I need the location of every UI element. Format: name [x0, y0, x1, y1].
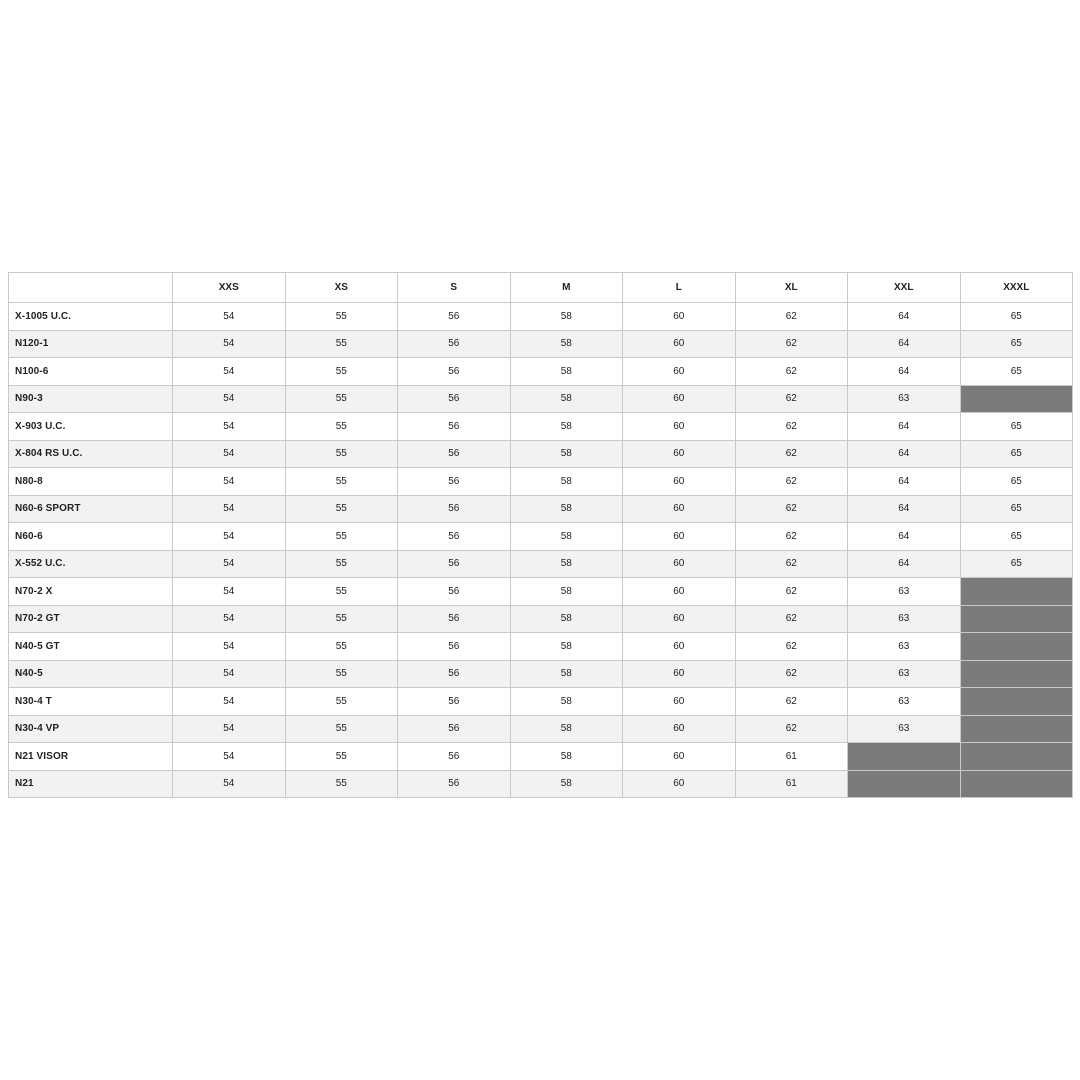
size-value-cell: 58 [510, 468, 623, 496]
size-value-cell: 62 [735, 303, 848, 331]
size-value-cell: 62 [735, 385, 848, 413]
helmet-size-chart-table [8, 272, 1073, 798]
size-value-cell: 62 [735, 688, 848, 716]
size-value-cell: 55 [285, 440, 398, 468]
size-value-cell: 54 [173, 468, 286, 496]
size-value-cell: 60 [623, 578, 736, 606]
size-value-cell: 56 [398, 440, 511, 468]
unavailable-size-cell [848, 743, 961, 771]
size-value-cell: 62 [735, 660, 848, 688]
model-name-cell: N120-1 [9, 330, 173, 358]
size-value-cell: 58 [510, 688, 623, 716]
model-name-cell: X-1005 U.C. [9, 303, 173, 331]
size-value-cell: 62 [735, 468, 848, 496]
column-header-m: M [510, 273, 623, 303]
size-value-cell: 55 [285, 605, 398, 633]
size-value-cell: 58 [510, 303, 623, 331]
size-value-cell: 63 [848, 633, 961, 661]
table-row [9, 633, 1073, 661]
model-name-cell: N70-2 GT [9, 605, 173, 633]
model-name-cell: X-804 RS U.C. [9, 440, 173, 468]
size-value-cell: 55 [285, 495, 398, 523]
size-value-cell: 54 [173, 523, 286, 551]
size-value-cell: 58 [510, 440, 623, 468]
table-row [9, 440, 1073, 468]
size-value-cell: 65 [960, 468, 1073, 496]
size-value-cell: 56 [398, 578, 511, 606]
size-value-cell: 58 [510, 770, 623, 798]
size-value-cell: 62 [735, 578, 848, 606]
size-value-cell: 62 [735, 495, 848, 523]
size-value-cell: 58 [510, 633, 623, 661]
unavailable-size-cell [960, 605, 1073, 633]
unavailable-size-cell [960, 688, 1073, 716]
column-header-xl: XL [735, 273, 848, 303]
size-value-cell: 58 [510, 413, 623, 441]
unavailable-size-cell [960, 385, 1073, 413]
size-value-cell: 62 [735, 715, 848, 743]
size-value-cell: 54 [173, 688, 286, 716]
size-value-cell: 58 [510, 358, 623, 386]
size-value-cell: 60 [623, 495, 736, 523]
unavailable-size-cell [960, 633, 1073, 661]
size-value-cell: 60 [623, 770, 736, 798]
size-value-cell: 58 [510, 385, 623, 413]
table-row [9, 495, 1073, 523]
size-value-cell: 54 [173, 495, 286, 523]
size-value-cell: 56 [398, 358, 511, 386]
size-value-cell: 54 [173, 385, 286, 413]
table-row [9, 413, 1073, 441]
size-value-cell: 55 [285, 550, 398, 578]
column-header-xxl: XXL [848, 273, 961, 303]
size-value-cell: 62 [735, 330, 848, 358]
model-name-cell: N100-6 [9, 358, 173, 386]
table-row [9, 523, 1073, 551]
size-value-cell: 64 [848, 358, 961, 386]
size-value-cell: 58 [510, 578, 623, 606]
table-row [9, 743, 1073, 771]
column-header-xxxl: XXXL [960, 273, 1073, 303]
size-value-cell: 54 [173, 633, 286, 661]
size-value-cell: 58 [510, 330, 623, 358]
size-value-cell: 60 [623, 605, 736, 633]
size-value-cell: 60 [623, 468, 736, 496]
size-value-cell: 63 [848, 688, 961, 716]
size-value-cell: 62 [735, 358, 848, 386]
size-value-cell: 56 [398, 660, 511, 688]
size-value-cell: 60 [623, 523, 736, 551]
unavailable-size-cell [960, 743, 1073, 771]
size-value-cell: 61 [735, 770, 848, 798]
size-value-cell: 55 [285, 468, 398, 496]
size-value-cell: 55 [285, 413, 398, 441]
size-value-cell: 60 [623, 550, 736, 578]
header-row [9, 273, 1073, 303]
size-value-cell: 55 [285, 330, 398, 358]
size-value-cell: 64 [848, 330, 961, 358]
size-value-cell: 65 [960, 303, 1073, 331]
size-value-cell: 55 [285, 578, 398, 606]
size-value-cell: 56 [398, 550, 511, 578]
table-row [9, 330, 1073, 358]
size-value-cell: 55 [285, 770, 398, 798]
unavailable-size-cell [848, 770, 961, 798]
size-value-cell: 63 [848, 578, 961, 606]
table-row [9, 605, 1073, 633]
size-value-cell: 54 [173, 743, 286, 771]
unavailable-size-cell [960, 578, 1073, 606]
size-value-cell: 62 [735, 550, 848, 578]
model-name-cell: N70-2 X [9, 578, 173, 606]
size-value-cell: 56 [398, 605, 511, 633]
unavailable-size-cell [960, 770, 1073, 798]
size-value-cell: 63 [848, 715, 961, 743]
size-value-cell: 56 [398, 715, 511, 743]
unavailable-size-cell [960, 660, 1073, 688]
size-value-cell: 54 [173, 413, 286, 441]
size-value-cell: 62 [735, 633, 848, 661]
size-value-cell: 60 [623, 633, 736, 661]
size-value-cell: 58 [510, 715, 623, 743]
size-value-cell: 56 [398, 303, 511, 331]
size-value-cell: 64 [848, 468, 961, 496]
size-value-cell: 64 [848, 413, 961, 441]
size-value-cell: 56 [398, 330, 511, 358]
table-row [9, 688, 1073, 716]
model-name-cell: N40-5 [9, 660, 173, 688]
size-value-cell: 58 [510, 495, 623, 523]
table-body [9, 303, 1073, 798]
size-value-cell: 62 [735, 440, 848, 468]
size-value-cell: 58 [510, 550, 623, 578]
size-value-cell: 62 [735, 523, 848, 551]
table-row [9, 550, 1073, 578]
size-value-cell: 60 [623, 303, 736, 331]
size-value-cell: 65 [960, 358, 1073, 386]
size-value-cell: 62 [735, 413, 848, 441]
size-value-cell: 54 [173, 605, 286, 633]
size-value-cell: 55 [285, 660, 398, 688]
size-value-cell: 54 [173, 550, 286, 578]
model-name-cell: X-552 U.C. [9, 550, 173, 578]
model-name-cell: N21 VISOR [9, 743, 173, 771]
size-value-cell: 62 [735, 605, 848, 633]
column-header-l: L [623, 273, 736, 303]
size-value-cell: 60 [623, 440, 736, 468]
table-row [9, 468, 1073, 496]
size-value-cell: 58 [510, 660, 623, 688]
model-name-cell: N60-6 SPORT [9, 495, 173, 523]
size-value-cell: 60 [623, 688, 736, 716]
model-name-cell: N40-5 GT [9, 633, 173, 661]
model-name-cell: N30-4 VP [9, 715, 173, 743]
size-value-cell: 60 [623, 330, 736, 358]
size-value-cell: 55 [285, 688, 398, 716]
size-value-cell: 60 [623, 715, 736, 743]
size-value-cell: 60 [623, 743, 736, 771]
size-value-cell: 55 [285, 523, 398, 551]
size-value-cell: 54 [173, 660, 286, 688]
size-value-cell: 54 [173, 715, 286, 743]
size-value-cell: 55 [285, 715, 398, 743]
size-value-cell: 64 [848, 440, 961, 468]
size-value-cell: 65 [960, 495, 1073, 523]
size-value-cell: 65 [960, 550, 1073, 578]
size-value-cell: 65 [960, 440, 1073, 468]
size-value-cell: 63 [848, 660, 961, 688]
column-header-xs: XS [285, 273, 398, 303]
size-value-cell: 56 [398, 495, 511, 523]
table-head [9, 273, 1073, 303]
size-value-cell: 54 [173, 358, 286, 386]
size-value-cell: 64 [848, 303, 961, 331]
size-value-cell: 54 [173, 770, 286, 798]
size-value-cell: 56 [398, 688, 511, 716]
model-name-cell: N30-4 T [9, 688, 173, 716]
size-value-cell: 65 [960, 413, 1073, 441]
model-name-cell: N90-3 [9, 385, 173, 413]
header-corner [9, 273, 173, 303]
model-name-cell: N60-6 [9, 523, 173, 551]
model-name-cell: X-903 U.C. [9, 413, 173, 441]
size-value-cell: 56 [398, 743, 511, 771]
size-value-cell: 54 [173, 578, 286, 606]
size-chart-container [8, 272, 1072, 798]
size-value-cell: 56 [398, 770, 511, 798]
table-row [9, 660, 1073, 688]
size-value-cell: 65 [960, 523, 1073, 551]
table-row [9, 385, 1073, 413]
size-value-cell: 63 [848, 605, 961, 633]
column-header-xxs: XXS [173, 273, 286, 303]
size-value-cell: 60 [623, 413, 736, 441]
table-row [9, 578, 1073, 606]
size-value-cell: 65 [960, 330, 1073, 358]
size-value-cell: 54 [173, 303, 286, 331]
size-value-cell: 64 [848, 550, 961, 578]
size-value-cell: 63 [848, 385, 961, 413]
size-value-cell: 64 [848, 523, 961, 551]
table-row [9, 358, 1073, 386]
size-value-cell: 60 [623, 660, 736, 688]
size-value-cell: 56 [398, 468, 511, 496]
size-value-cell: 58 [510, 605, 623, 633]
size-value-cell: 55 [285, 385, 398, 413]
size-value-cell: 54 [173, 330, 286, 358]
model-name-cell: N21 [9, 770, 173, 798]
size-value-cell: 58 [510, 743, 623, 771]
size-value-cell: 56 [398, 385, 511, 413]
size-value-cell: 60 [623, 358, 736, 386]
size-value-cell: 56 [398, 633, 511, 661]
column-header-s: S [398, 273, 511, 303]
size-value-cell: 58 [510, 523, 623, 551]
unavailable-size-cell [960, 715, 1073, 743]
size-value-cell: 61 [735, 743, 848, 771]
size-value-cell: 54 [173, 440, 286, 468]
size-value-cell: 55 [285, 303, 398, 331]
size-value-cell: 55 [285, 633, 398, 661]
size-value-cell: 56 [398, 523, 511, 551]
model-name-cell: N80-8 [9, 468, 173, 496]
size-value-cell: 55 [285, 358, 398, 386]
size-value-cell: 55 [285, 743, 398, 771]
size-value-cell: 64 [848, 495, 961, 523]
table-row [9, 715, 1073, 743]
size-value-cell: 60 [623, 385, 736, 413]
size-value-cell: 56 [398, 413, 511, 441]
table-row [9, 303, 1073, 331]
table-row [9, 770, 1073, 798]
